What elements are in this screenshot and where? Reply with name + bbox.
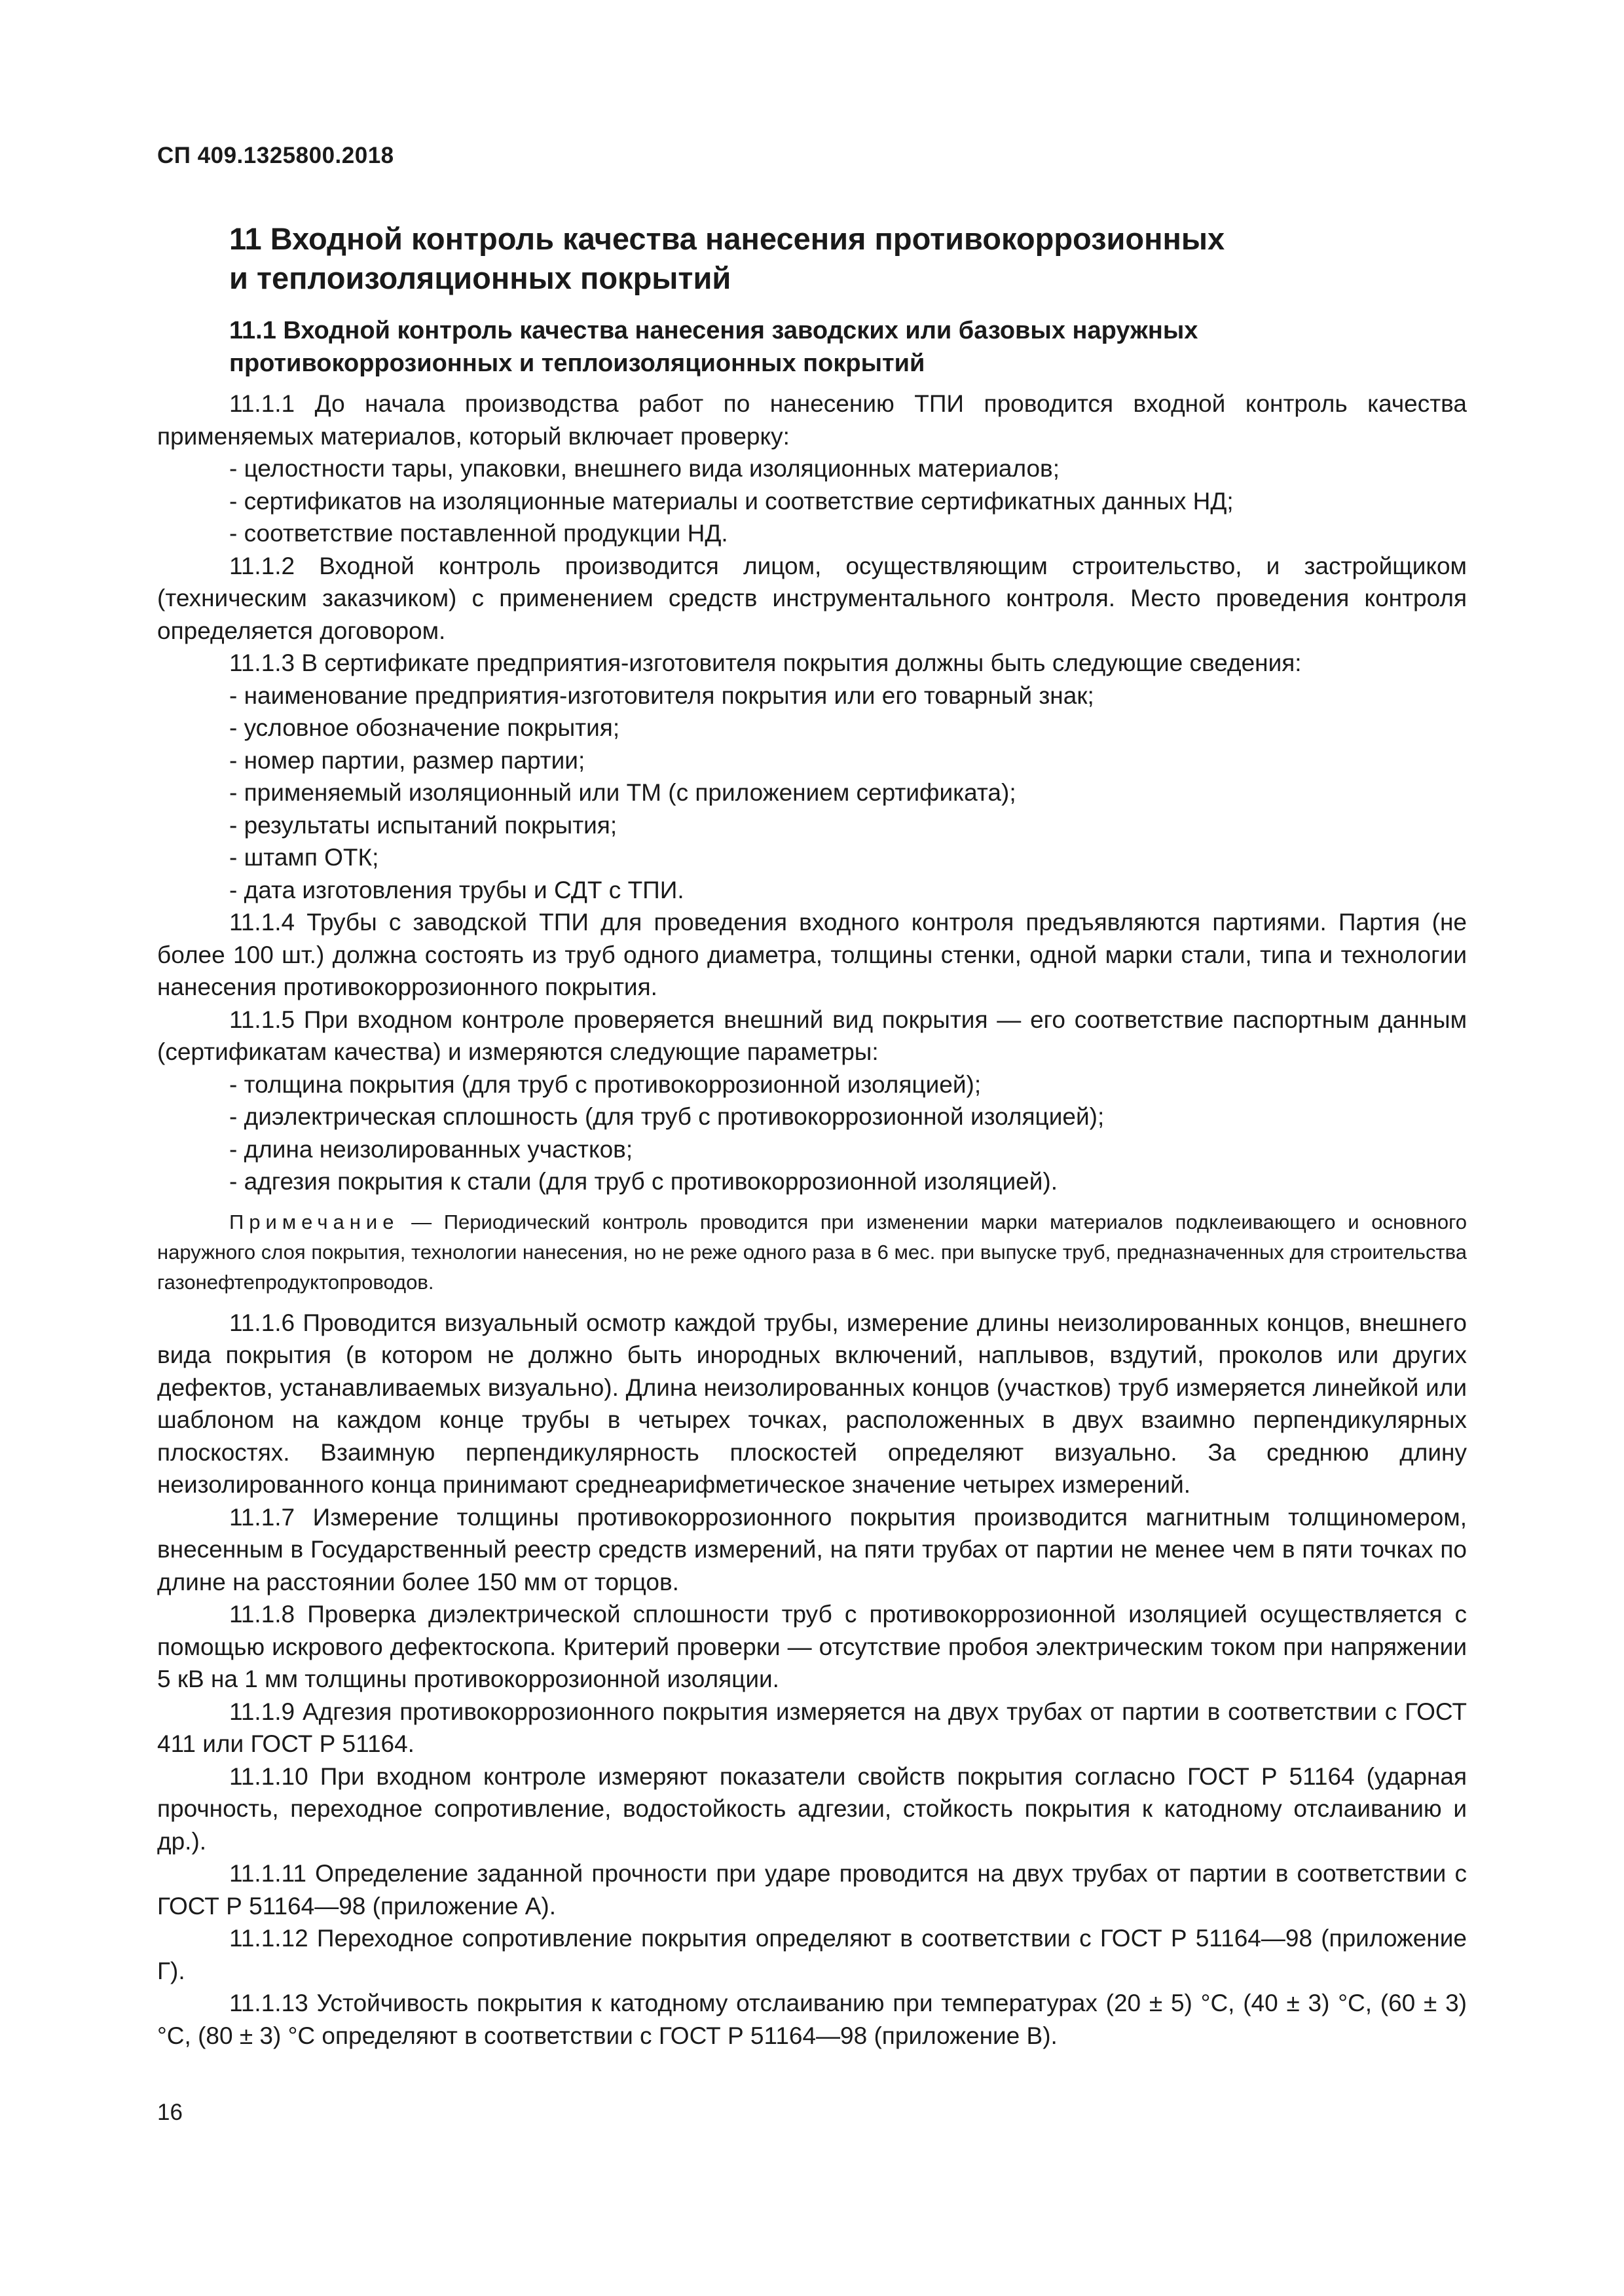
clause-11-1-6: 11.1.6 Проводится визуальный осмотр каждой трубы, измерение длины неизолированных концов, внешнего вида покрытия (в котором не должно быть инородных включений, наплывов, вздутий, проколов или других дефектов, устанавливаемых визуально). Длина неизолированных концов (участков) труб измеряется линейкой или шаблоном на каждом конце трубы в четырех точках, расположенных в двух взаимно перпендикулярных плоскостях. Взаимную перпендикулярность плоскостей определяют визуально. За среднюю длину неизолированного конца принимают среднеарифметическое значение четырех измерений.	[157, 1309, 1467, 1498]
list-item: - сертификатов на изоляционные материалы и соответствие сертификатных данных НД;	[229, 487, 1234, 515]
clause-11-1-12: 11.1.12 Переходное сопротивление покрытия определяют в соответствии с ГОСТ Р 51164—98 (приложение Г).	[157, 1925, 1467, 1984]
clause-11-1-4: 11.1.4 Трубы с заводской ТПИ для проведения входного контроля предъявляются партиями. Партия (не более 100 шт.) должна состоять из труб одного диаметра, толщины стенки, одной марки стали, типа и технологии нанесения противокоррозионного покрытия.	[157, 909, 1467, 1000]
page-number: 16	[157, 2100, 183, 2125]
list-item: - соответствие поставленной продукции НД.	[229, 520, 728, 547]
section-title	[229, 219, 1467, 298]
clause-11-1-13: 11.1.13 Устойчивость покрытия к катодному отслаиванию при температурах (20 ± 5) °С, (40 ± 3) °С, (60 ± 3) °С, (80 ± 3) °С определяют в соответствии с ГОСТ Р 51164—98 (приложение В).	[157, 1990, 1467, 2049]
subsection-title	[229, 314, 1467, 380]
list-item: - длина неизолированных участков;	[229, 1135, 633, 1163]
subsection-title-line: 11.1 Входной контроль качества нанесения заводских или базовых наружных	[229, 317, 1198, 344]
page-content	[157, 219, 1467, 2052]
list-item: - штамп ОТК;	[229, 844, 379, 871]
list-item: - диэлектрическая сплошность (для труб с противокоррозионной изоляцией);	[229, 1103, 1105, 1130]
list-item: - применяемый изоляционный или ТМ (с приложением сертификата);	[229, 779, 1016, 806]
list-item: - результаты испытаний покрытия;	[229, 811, 618, 839]
clause-11-1-10: 11.1.10 При входном контроле измеряют показатели свойств покрытия согласно ГОСТ Р 51164 (ударная прочность, переходное сопротивление, водостойкость адгезии, стойкость покрытия к катодному отслаиванию и др.).	[157, 1762, 1467, 1855]
clause-11-1-1: 11.1.1 До начала производства работ по нанесению ТПИ проводится входной контроль качества применяемых материалов, который включает проверку:	[157, 390, 1467, 450]
note-text: — Периодический контроль проводится при изменении марки материалов подклеивающего и основного наружного слоя покрытия, технологии нанесения, но не реже одного раза в 6 мес. при выпуске труб, предназначенных для строительства газонефтепродуктопроводов.	[157, 1210, 1467, 1294]
section-title-line: и теплоизоляционных покрытий	[229, 261, 731, 295]
note	[157, 1207, 1467, 1298]
clause-11-1-2: 11.1.2 Входной контроль производится лицом, осуществляющим строительство, и застройщиком (техническим заказчиком) с применением средств инструментального контроля. Место проведения контроля определяется договором.	[157, 552, 1467, 644]
document-code: СП 409.1325800.2018	[157, 143, 394, 168]
subsection-title-line: противокоррозионных и теплоизоляционных покрытий	[229, 350, 925, 377]
list-item: - наименование предприятия-изготовителя покрытия или его товарный знак;	[229, 682, 1094, 709]
clause-11-1-7: 11.1.7 Измерение толщины противокоррозионного покрытия производится магнитным толщиномером, внесенным в Государственный реестр средств измерений, на пяти трубах от партии не менее чем в пяти точках по длине на расстоянии более 150 мм от торцов.	[157, 1503, 1467, 1595]
note-label: Примечание	[229, 1210, 399, 1233]
clause-11-1-11: 11.1.11 Определение заданной прочности при ударе проводится на двух трубах от партии в соответствии с ГОСТ Р 51164—98 (приложение А).	[157, 1860, 1467, 1920]
list-item: - толщина покрытия (для труб с противокоррозионной изоляцией);	[229, 1070, 982, 1098]
list-item: - целостности тары, упаковки, внешнего вида изоляционных материалов;	[229, 455, 1060, 482]
list-item: - адгезия покрытия к стали (для труб с противокоррозионной изоляцией).	[229, 1168, 1058, 1195]
clause-11-1-8: 11.1.8 Проверка диэлектрической сплошности труб с противокоррозионной изоляцией осуществляется с помощью искрового дефектоскопа. Критерий проверки — отсутствие пробоя электрическим током при напряжении 5 кВ на 1 мм толщины противокоррозионной изоляции.	[157, 1601, 1467, 1692]
clause-11-1-3: 11.1.3 В сертификате предприятия-изготовителя покрытия должны быть следующие сведения:	[229, 649, 1302, 676]
list-item: - дата изготовления трубы и СДТ с ТПИ.	[229, 876, 684, 903]
clause-11-1-9: 11.1.9 Адгезия противокоррозионного покрытия измеряется на двух трубах от партии в соответствии с ГОСТ 411 или ГОСТ Р 51164.	[157, 1698, 1467, 1757]
clause-11-1-5: 11.1.5 При входном контроле проверяется внешний вид покрытия — его соответствие паспортным данным (сертификатам качества) и измеряются следующие параметры:	[157, 1006, 1467, 1065]
section-title-line: 11 Входной контроль качества нанесения противокоррозионных	[229, 221, 1225, 256]
list-item: - номер партии, размер партии;	[229, 746, 585, 774]
list-item: - условное обозначение покрытия;	[229, 714, 620, 741]
